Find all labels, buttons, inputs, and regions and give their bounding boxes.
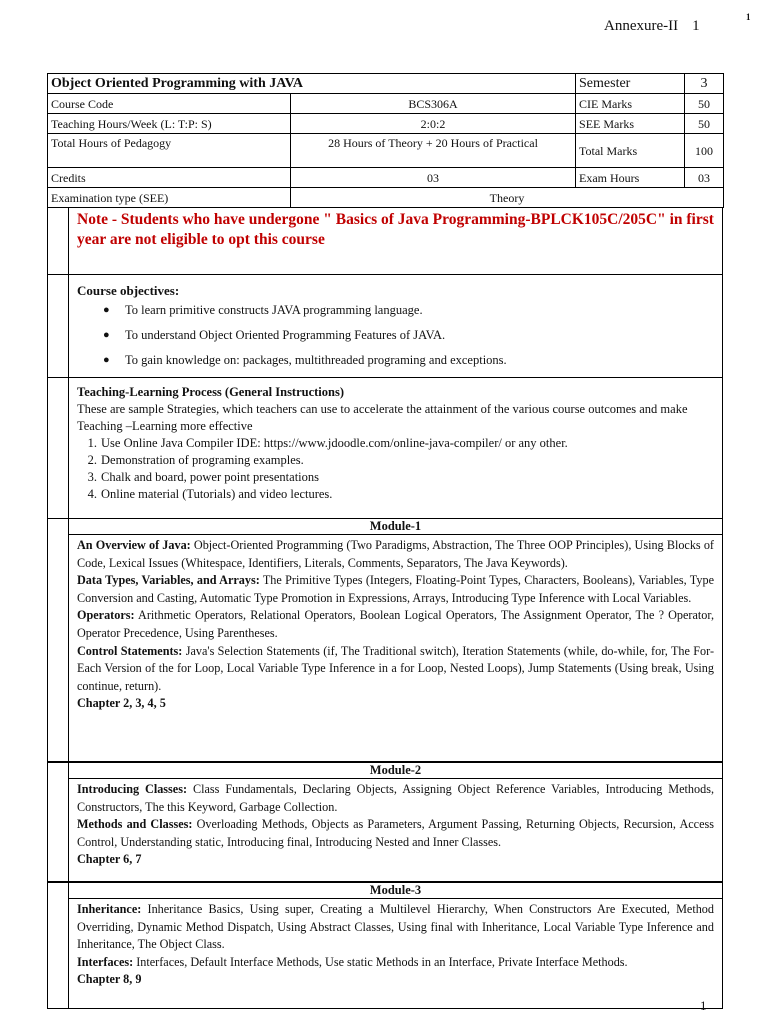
module-title: Module-3 <box>69 883 722 899</box>
list-item: 1. Use Online Java Compiler IDE: https://www.jdoodle.com/online-java-compiler/ or any other. <box>87 436 568 450</box>
course-info-table <box>47 73 724 208</box>
eligibility-note: Note - Students who have undergone " Basics of Java Programming-BPLCK105C/205C" in first year are not eligible to opt this course <box>68 208 722 274</box>
exam-type-row <box>48 188 724 208</box>
row-label: Credits <box>48 168 291 188</box>
teaching-intro: These are sample Strategies, which teachers can use to accelerate the attainment of the various course outcomes and make Teaching –Learning more effective <box>77 402 688 433</box>
row-right-label: CIE Marks <box>576 94 685 114</box>
chapter-reference: Chapter 6, 7 <box>77 852 142 867</box>
module-title: Module-1 <box>69 519 722 535</box>
module-topic: Interfaces: Interfaces, Default Interface Methods, Use static Methods in an Interface, Private Interface Methods. <box>77 954 628 969</box>
teaching-learning-section <box>47 378 723 519</box>
module-topic: Control Statements: Java's Selection Statements (if, The Traditional switch), Iteration Statements (while, do-while, for, The For-Each Version of the for Loop, Local Variable Type Inference in a for Loop, Nested Loops), Jump Statements (Using break, Using continue, return). <box>77 643 715 693</box>
module-content <box>69 779 722 881</box>
row-value: 2:0:2 <box>291 114 576 134</box>
row-label: Course Code <box>48 94 291 114</box>
module-topic: Methods and Classes: Overloading Methods, Objects as Parameters, Argument Passing, Returning Objects, Recursion, Access Control, Understanding static, Introducing final, Introducing Nested and Inner Classes. <box>77 817 714 849</box>
table-row <box>48 168 724 188</box>
chapter-reference: Chapter 8, 9 <box>77 972 142 987</box>
bullet-icon: ● <box>103 354 110 366</box>
table-row <box>48 94 724 114</box>
syllabus-document <box>47 73 723 1009</box>
annexure-header <box>604 18 700 35</box>
row-label: Teaching Hours/Week (L: T:P: S) <box>48 114 291 134</box>
top-page-number: 1 <box>692 18 700 34</box>
module-3-section <box>47 882 723 1009</box>
module-topic: Data Types, Variables, and Arrays: The Primitive Types (Integers, Floating-Point Types, Characters, Booleans), Variables, Type Conversion and Casting, Automatic Type Promotion in Expressions, Arrays, Introducing Type Inference with Local Variables. <box>77 573 714 605</box>
row-right-label: SEE Marks <box>576 114 685 134</box>
module-topic: Introducing Classes: Class Fundamentals, Declaring Objects, Assigning Object Reference Variables, Introducing Methods, Constructors, The this Keyword, Garbage Collection. <box>77 782 714 814</box>
table-row <box>48 134 724 168</box>
row-value: 03 <box>291 168 576 188</box>
chapter-reference: Chapter 2, 3, 4, 5 <box>77 696 166 711</box>
list-item: ● To learn primitive constructs JAVA programming language. <box>103 303 423 317</box>
corner-mark: 1 <box>746 12 751 22</box>
course-title: Object Oriented Programming with JAVA <box>48 74 576 94</box>
row-right-value: 100 <box>685 134 724 168</box>
row-right-value: 03 <box>685 168 724 188</box>
module-topic: An Overview of Java: Object-Oriented Programming (Two Paradigms, Abstraction, The Three OOP Principles), Using Blocks of Code, Lexical Issues (Whitespace, Identifiers, Literals, Comments, Separators, The Java Keywords). <box>77 538 714 570</box>
bottom-page-number: 1 <box>700 998 707 1013</box>
table-row <box>48 114 724 134</box>
module-content <box>69 535 722 761</box>
row-value: BCS306A <box>291 94 576 114</box>
list-item: 3. Chalk and board, power point presentations <box>87 470 320 484</box>
course-title-row <box>48 74 724 94</box>
teaching-heading: Teaching-Learning Process (General Instructions) <box>77 385 345 399</box>
bullet-icon: ● <box>103 304 110 316</box>
row-value: 28 Hours of Theory + 20 Hours of Practical <box>291 134 576 168</box>
bullet-icon: ● <box>103 329 110 341</box>
semester-value: 3 <box>685 74 724 94</box>
objectives-list <box>77 303 714 368</box>
exam-type-value: Theory <box>291 188 724 208</box>
module-topic: Inheritance: Inheritance Basics, Using super, Creating a Multilevel Hierarchy, When Constructors Are Executed, Method Overriding, Dynamic Method Dispatch, Using Abstract Classes, Using final with Inheritance, Local Variable Type Inference and Inheritance, The Object Class. <box>77 902 714 952</box>
module-topic: Operators: Arithmetic Operators, Relational Operators, Boolean Logical Operators, The Assignment Operator, The ? Operator, Operator Precedence, Using Parentheses. <box>77 608 714 640</box>
module-2-section <box>47 762 723 882</box>
list-item: ● To gain knowledge on: packages, multithreaded programing and exceptions. <box>103 353 507 367</box>
module-content <box>69 899 722 1008</box>
teaching-list <box>77 435 714 503</box>
list-item: 4. Online material (Tutorials) and video lectures. <box>87 487 333 501</box>
row-right-value: 50 <box>685 94 724 114</box>
objectives-heading: Course objectives: <box>77 283 180 298</box>
module-title: Module-2 <box>69 763 722 779</box>
row-right-label: Exam Hours <box>576 168 685 188</box>
row-right-value: 50 <box>685 114 724 134</box>
annexure-label: Annexure-II <box>604 18 679 34</box>
module-1-section <box>47 519 723 762</box>
row-label: Total Hours of Pedagogy <box>48 134 291 168</box>
note-section <box>47 208 723 275</box>
semester-label: Semester <box>576 74 685 94</box>
row-right-label: Total Marks <box>576 134 685 168</box>
list-item: 2. Demonstration of programing examples. <box>87 453 304 467</box>
list-item: ● To understand Object Oriented Programming Features of JAVA. <box>103 328 446 342</box>
course-objectives-section <box>47 275 723 378</box>
exam-type-label: Examination type (SEE) <box>48 188 291 208</box>
